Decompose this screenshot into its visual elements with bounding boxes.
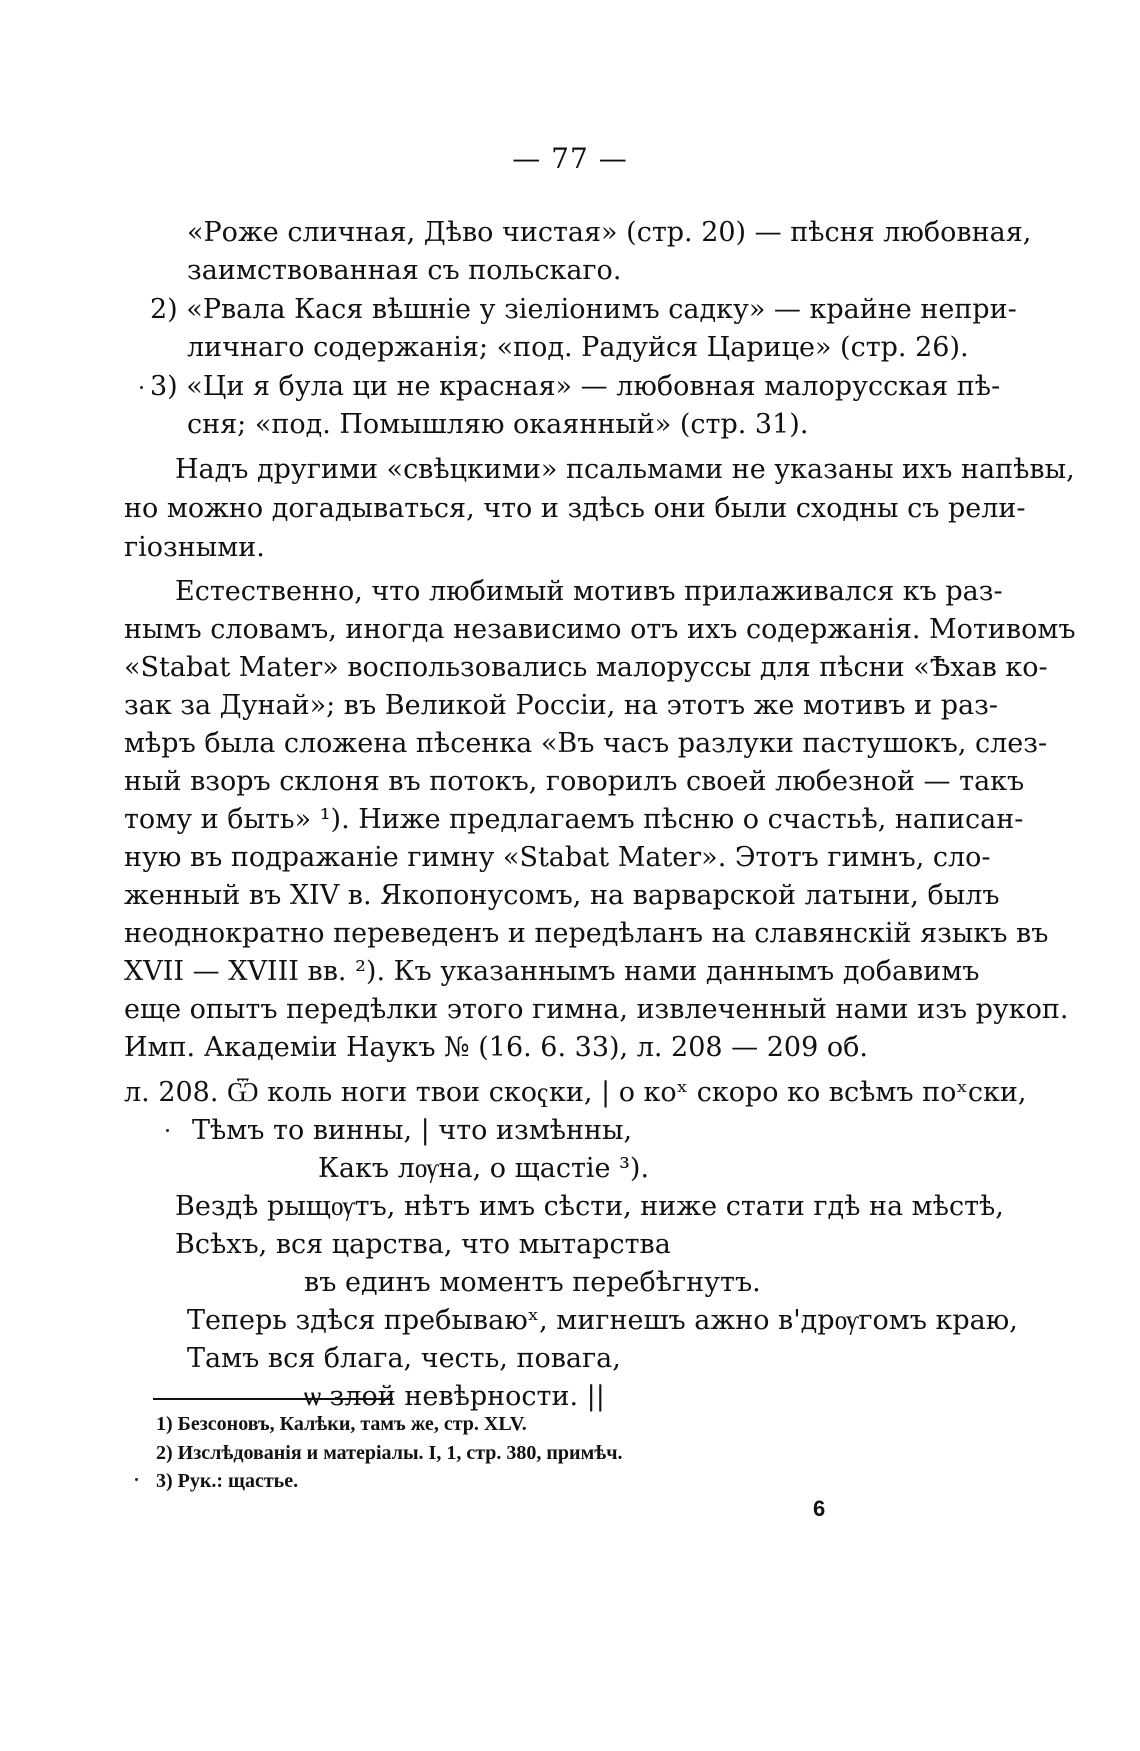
- paragraph-line: женный въ XIV в. Якопонусомъ, на варварской латыни, былъ: [124, 880, 1000, 911]
- paragraph-line: гіозными.: [124, 532, 265, 563]
- list-item-line: личнаго содержанія; «под. Радуйся Царице» (стр. 26).: [187, 332, 969, 363]
- list-continuation-line: заимствованная съ польскаго.: [187, 255, 622, 286]
- paragraph-line: неоднократно переведенъ и передѣланъ на славянскій языкъ въ: [124, 918, 1049, 949]
- list-item-line: 2) «Рвала Кася вѣшніе у зіеліонимъ садку» — крайне непри-: [150, 294, 1017, 325]
- list-item-line: 3) «Ци я була ци не красная» — любовная малорусская пѣ-: [150, 371, 1001, 402]
- poem-line: въ единъ моментъ перебѣгнутъ.: [304, 1267, 761, 1298]
- paragraph-line: мѣръ была сложена пѣсенка «Въ часъ разлуки пастушокъ, слез-: [124, 728, 1048, 759]
- poem-line: Теперь здѣся пребываюˣ, мигнешъ ажно в'дрѹгомъ краю,: [187, 1305, 1018, 1336]
- poem-line: Тамъ вся блага, честь, повага,: [187, 1343, 621, 1374]
- page-number: — 77 —: [512, 142, 628, 175]
- paragraph-line: еще опытъ передѣлки этого гимна, извлеченный нами изъ рукоп.: [124, 994, 1069, 1025]
- print-speck: [140, 386, 143, 389]
- footnote: 1) Безсоновъ, Калѣки, тамъ же, стр. XLV.: [156, 1413, 527, 1435]
- signature-mark: 6: [813, 1496, 826, 1521]
- paragraph-line: тому и быть» ¹). Ниже предлагаемъ пѣсню о счастьѣ, написан-: [124, 804, 1024, 835]
- paragraph-line: ную въ подражаніе гимну «Stabat Mater». Этотъ гимнъ, сло-: [124, 842, 991, 873]
- paragraph-line: ный взоръ склоня въ потокъ, говорилъ своей любезной — такъ: [124, 766, 1025, 797]
- poem-line: Вездѣ рыщѹтъ, нѣтъ имъ сѣсти, ниже стати гдѣ на мѣстѣ,: [175, 1191, 1004, 1222]
- paragraph-line: зак за Дунай»; въ Великой Россіи, на этотъ же мотивъ и раз-: [124, 690, 998, 721]
- print-speck: [166, 1129, 169, 1132]
- footnote-rule: [153, 1398, 393, 1400]
- print-speck: [135, 1478, 138, 1481]
- footnote: 3) Рук.: щастье.: [156, 1470, 299, 1492]
- list-continuation-line: «Роже сличная, Дѣво чистая» (стр. 20) — пѣсня любовная,: [187, 217, 1032, 248]
- paragraph-line: «Stabat Mater» воспользовались малоруссы для пѣсни «Ѣхав ко-: [124, 652, 1048, 683]
- paragraph-line: Надъ другими «свѣцкими» псальмами не указаны ихъ напѣвы,: [175, 454, 1075, 485]
- paragraph-line: нымъ словамъ, иногда независимо отъ ихъ содержанія. Мотивомъ: [124, 614, 1076, 645]
- paragraph-line: XVII — XVIII вв. ²). Къ указаннымъ нами даннымъ добавимъ: [124, 956, 980, 987]
- paragraph-line: Естественно, что любимый мотивъ прилаживался къ раз-: [175, 576, 1003, 607]
- poem-line: Всѣхъ, вся царства, что мытарства: [175, 1229, 671, 1260]
- footnote: 2) Изслѣдованія и матеріалы. I, 1, стр. 380, примѣч.: [156, 1442, 623, 1464]
- poem-line: л. 208. Ѿ коль ноги твои скоҁки, | о коˣ скоро ко всѣмъ поˣски,: [124, 1077, 1027, 1108]
- poem-line: Тѣмъ то винны, | что измѣнны,: [192, 1115, 633, 1146]
- list-item-line: сня; «под. Помышляю окаянный» (стр. 31).: [187, 409, 809, 440]
- poem-line: Какъ лѹна, о щастіе ³).: [318, 1153, 650, 1184]
- paragraph-line: но можно догадываться, что и здѣсь они были сходны съ рели-: [124, 493, 1026, 524]
- paragraph-line: Имп. Академіи Наукъ № (16. 6. 33), л. 208 — 209 об.: [124, 1032, 868, 1063]
- poem-line: ѡ злой невѣрности. ||: [304, 1381, 605, 1412]
